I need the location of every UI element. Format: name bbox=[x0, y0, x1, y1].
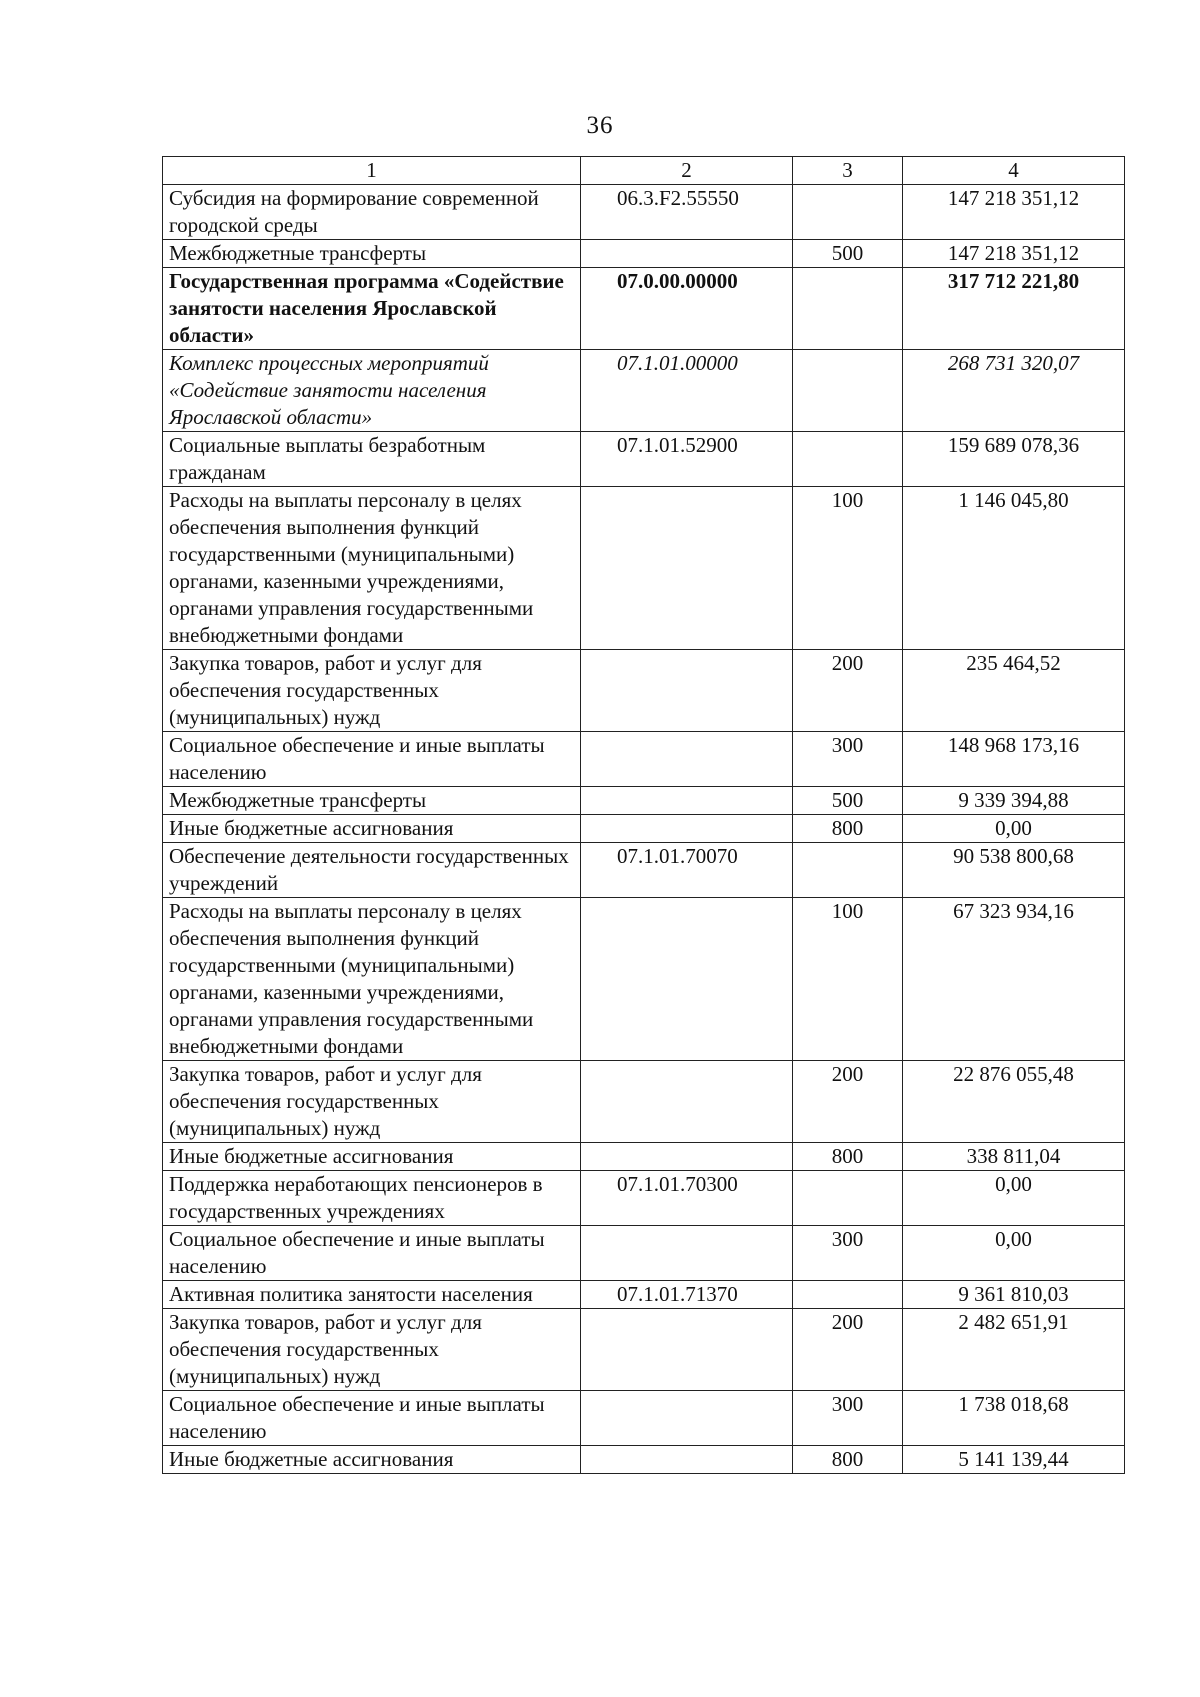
row-name-cell: Обеспечение деятельности государственных учреждений bbox=[163, 843, 581, 898]
budget-table bbox=[162, 156, 1125, 1474]
table-row bbox=[163, 787, 1125, 815]
row-amount-cell: 1 738 018,68 bbox=[903, 1391, 1125, 1446]
row-name-cell: Социальные выплаты безработным гражданам bbox=[163, 432, 581, 487]
row-amount-cell: 5 141 139,44 bbox=[903, 1446, 1125, 1474]
table-row bbox=[163, 432, 1125, 487]
column-header: 3 bbox=[793, 157, 903, 185]
row-amount-cell: 0,00 bbox=[903, 815, 1125, 843]
row-name-cell: Социальное обеспечение и иные выплаты населению bbox=[163, 732, 581, 787]
row-type-cell: 800 bbox=[793, 1446, 903, 1474]
table-row bbox=[163, 1309, 1125, 1391]
row-code-cell bbox=[581, 787, 793, 815]
row-type-cell bbox=[793, 185, 903, 240]
row-amount-cell: 148 968 173,16 bbox=[903, 732, 1125, 787]
row-code-cell bbox=[581, 1061, 793, 1143]
row-code-cell bbox=[581, 1446, 793, 1474]
row-name-cell: Иные бюджетные ассигнования bbox=[163, 1143, 581, 1171]
row-type-cell: 800 bbox=[793, 815, 903, 843]
table-row bbox=[163, 1061, 1125, 1143]
row-code-cell bbox=[581, 1143, 793, 1171]
row-type-cell: 500 bbox=[793, 787, 903, 815]
row-name-cell: Закупка товаров, работ и услуг для обеспечения государственных (муниципальных) нужд bbox=[163, 1061, 581, 1143]
table-row bbox=[163, 898, 1125, 1061]
row-code-cell bbox=[581, 650, 793, 732]
row-type-cell bbox=[793, 843, 903, 898]
row-name-cell: Закупка товаров, работ и услуг для обеспечения государственных (муниципальных) нужд bbox=[163, 1309, 581, 1391]
table-row bbox=[163, 1281, 1125, 1309]
row-amount-cell: 159 689 078,36 bbox=[903, 432, 1125, 487]
row-name-cell: Комплекс процессных мероприятий «Содействие занятости населения Ярославской области» bbox=[163, 350, 581, 432]
column-header: 2 bbox=[581, 157, 793, 185]
row-code-cell bbox=[581, 240, 793, 268]
row-name-cell: Активная политика занятости населения bbox=[163, 1281, 581, 1309]
row-type-cell bbox=[793, 1281, 903, 1309]
table-row bbox=[163, 350, 1125, 432]
row-amount-cell: 1 146 045,80 bbox=[903, 487, 1125, 650]
row-amount-cell: 0,00 bbox=[903, 1226, 1125, 1281]
row-type-cell: 500 bbox=[793, 240, 903, 268]
row-type-cell: 300 bbox=[793, 1391, 903, 1446]
row-amount-cell: 338 811,04 bbox=[903, 1143, 1125, 1171]
row-code-cell: 07.1.01.52900 bbox=[581, 432, 793, 487]
table-row bbox=[163, 487, 1125, 650]
row-type-cell: 300 bbox=[793, 732, 903, 787]
row-code-cell bbox=[581, 898, 793, 1061]
table-row bbox=[163, 843, 1125, 898]
row-type-cell bbox=[793, 432, 903, 487]
column-header: 4 bbox=[903, 157, 1125, 185]
row-code-cell bbox=[581, 732, 793, 787]
row-name-cell: Межбюджетные трансферты bbox=[163, 240, 581, 268]
row-code-cell: 07.1.01.70070 bbox=[581, 843, 793, 898]
row-code-cell: 06.3.F2.55550 bbox=[581, 185, 793, 240]
row-type-cell: 200 bbox=[793, 1061, 903, 1143]
table-row bbox=[163, 1226, 1125, 1281]
row-type-cell: 100 bbox=[793, 898, 903, 1061]
table-row bbox=[163, 1391, 1125, 1446]
row-code-cell bbox=[581, 815, 793, 843]
table-row bbox=[163, 732, 1125, 787]
row-amount-cell: 268 731 320,07 bbox=[903, 350, 1125, 432]
row-amount-cell: 67 323 934,16 bbox=[903, 898, 1125, 1061]
row-amount-cell: 22 876 055,48 bbox=[903, 1061, 1125, 1143]
row-code-cell bbox=[581, 1391, 793, 1446]
table-row bbox=[163, 815, 1125, 843]
row-amount-cell: 235 464,52 bbox=[903, 650, 1125, 732]
row-amount-cell: 90 538 800,68 bbox=[903, 843, 1125, 898]
table-header-row bbox=[163, 157, 1125, 185]
row-name-cell: Субсидия на формирование современной городской среды bbox=[163, 185, 581, 240]
row-amount-cell: 2 482 651,91 bbox=[903, 1309, 1125, 1391]
row-name-cell: Поддержка неработающих пенсионеров в государственных учреждениях bbox=[163, 1171, 581, 1226]
row-name-cell: Социальное обеспечение и иные выплаты населению bbox=[163, 1391, 581, 1446]
row-amount-cell: 9 339 394,88 bbox=[903, 787, 1125, 815]
row-type-cell bbox=[793, 350, 903, 432]
row-code-cell: 07.1.01.00000 bbox=[581, 350, 793, 432]
table-row bbox=[163, 240, 1125, 268]
row-amount-cell: 147 218 351,12 bbox=[903, 185, 1125, 240]
row-amount-cell: 0,00 bbox=[903, 1171, 1125, 1226]
row-code-cell: 07.1.01.70300 bbox=[581, 1171, 793, 1226]
row-name-cell: Межбюджетные трансферты bbox=[163, 787, 581, 815]
row-type-cell: 200 bbox=[793, 1309, 903, 1391]
row-type-cell: 300 bbox=[793, 1226, 903, 1281]
row-name-cell: Иные бюджетные ассигнования bbox=[163, 1446, 581, 1474]
row-amount-cell: 147 218 351,12 bbox=[903, 240, 1125, 268]
row-name-cell: Расходы на выплаты персоналу в целях обеспечения выполнения функций государственными (муниципальными) органами, казенными учреждениями, органами управления государственными внебюджетными фондами bbox=[163, 487, 581, 650]
row-type-cell: 200 bbox=[793, 650, 903, 732]
row-name-cell: Закупка товаров, работ и услуг для обеспечения государственных (муниципальных) нужд bbox=[163, 650, 581, 732]
row-name-cell: Расходы на выплаты персоналу в целях обеспечения выполнения функций государственными (муниципальными) органами, казенными учреждениями, органами управления государственными внебюджетными фондами bbox=[163, 898, 581, 1061]
row-name-cell: Социальное обеспечение и иные выплаты населению bbox=[163, 1226, 581, 1281]
row-code-cell bbox=[581, 487, 793, 650]
row-code-cell: 07.1.01.71370 bbox=[581, 1281, 793, 1309]
page-number: 36 bbox=[586, 112, 614, 139]
row-name-cell: Иные бюджетные ассигнования bbox=[163, 815, 581, 843]
table-row bbox=[163, 185, 1125, 240]
table-row bbox=[163, 650, 1125, 732]
row-code-cell bbox=[581, 1226, 793, 1281]
table-row bbox=[163, 1143, 1125, 1171]
row-amount-cell: 9 361 810,03 bbox=[903, 1281, 1125, 1309]
row-code-cell: 07.0.00.00000 bbox=[581, 268, 793, 350]
row-name-cell: Государственная программа «Содействие занятости населения Ярославской области» bbox=[163, 268, 581, 350]
column-header: 1 bbox=[163, 157, 581, 185]
table-row bbox=[163, 1446, 1125, 1474]
row-type-cell bbox=[793, 268, 903, 350]
table-row bbox=[163, 268, 1125, 350]
table-row bbox=[163, 1171, 1125, 1226]
row-type-cell: 800 bbox=[793, 1143, 903, 1171]
row-code-cell bbox=[581, 1309, 793, 1391]
row-type-cell: 100 bbox=[793, 487, 903, 650]
row-type-cell bbox=[793, 1171, 903, 1226]
row-amount-cell: 317 712 221,80 bbox=[903, 268, 1125, 350]
